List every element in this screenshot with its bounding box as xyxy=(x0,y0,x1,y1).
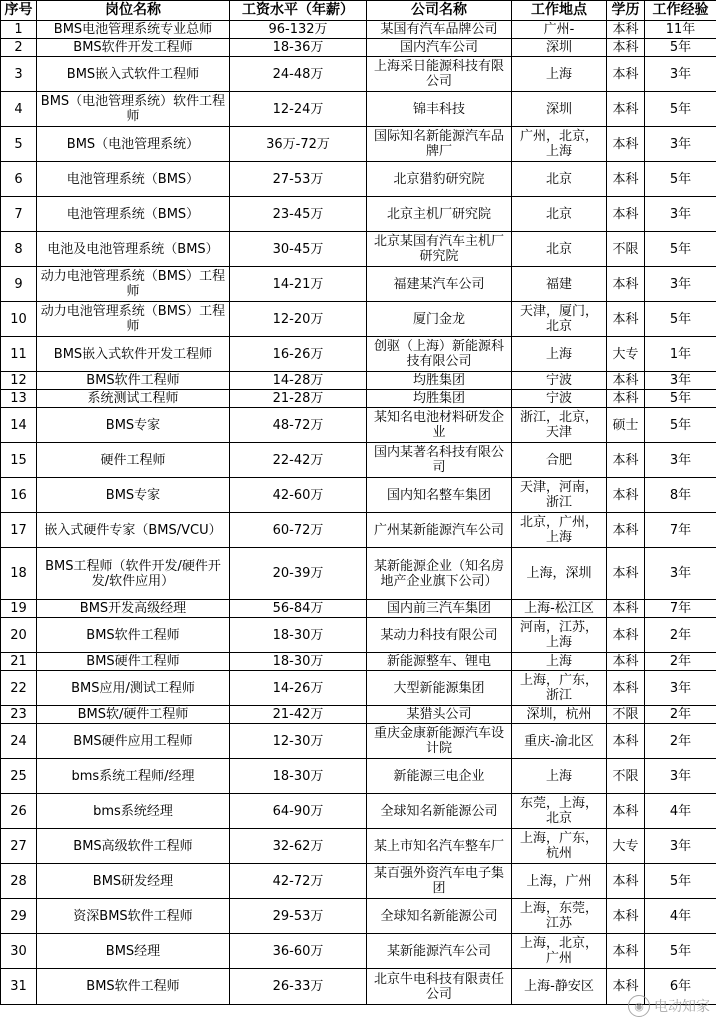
cell-row-number: 18 xyxy=(1,548,37,600)
cell-experience: 7年 xyxy=(645,600,716,618)
cell-job-title: 电池管理系统（BMS） xyxy=(37,197,230,232)
cell-location: 北京 xyxy=(512,197,607,232)
cell-job-title: BMS高级软件工程师 xyxy=(37,829,230,864)
cell-salary: 21-42万 xyxy=(230,706,367,724)
cell-experience: 4年 xyxy=(645,794,716,829)
cell-company: 某新能源汽车公司 xyxy=(367,934,512,969)
cell-education: 本科 xyxy=(607,21,645,39)
cell-row-number: 30 xyxy=(1,934,37,969)
cell-row-number: 20 xyxy=(1,618,37,653)
cell-location: 天津，厦门，北京 xyxy=(512,302,607,337)
cell-row-number: 15 xyxy=(1,443,37,478)
table-row xyxy=(1,934,716,969)
table-row xyxy=(1,39,716,57)
cell-education: 不限 xyxy=(607,706,645,724)
table-row xyxy=(1,829,716,864)
cell-education: 本科 xyxy=(607,724,645,759)
cell-salary: 12-24万 xyxy=(230,92,367,127)
cell-education: 本科 xyxy=(607,513,645,548)
cell-job-title: 动力电池管理系统（BMS）工程师 xyxy=(37,267,230,302)
cell-company: 新能源三电企业 xyxy=(367,759,512,794)
cell-row-number: 4 xyxy=(1,92,37,127)
cell-salary: 12-20万 xyxy=(230,302,367,337)
cell-row-number: 11 xyxy=(1,337,37,372)
cell-experience: 4年 xyxy=(645,899,716,934)
cell-job-title: BMS软件开发工程师 xyxy=(37,39,230,57)
cell-company: 福建某汽车公司 xyxy=(367,267,512,302)
cell-education: 本科 xyxy=(607,671,645,706)
table-row xyxy=(1,408,716,443)
cell-location: 河南，江苏，上海 xyxy=(512,618,607,653)
cell-location: 上海，广东，杭州 xyxy=(512,829,607,864)
cell-location: 上海-静安区 xyxy=(512,969,607,1005)
cell-experience: 8年 xyxy=(645,478,716,513)
cell-row-number: 31 xyxy=(1,969,37,1005)
cell-job-title: 嵌入式硬件专家（BMS/VCU） xyxy=(37,513,230,548)
cell-education: 本科 xyxy=(607,969,645,1005)
cell-company: 北京猎豹研究院 xyxy=(367,162,512,197)
cell-location: 上海-松江区 xyxy=(512,600,607,618)
cell-company: 北京主机厂研究院 xyxy=(367,197,512,232)
cell-location: 东莞，上海，北京 xyxy=(512,794,607,829)
cell-education: 不限 xyxy=(607,232,645,267)
cell-education: 本科 xyxy=(607,934,645,969)
cell-company: 大型新能源集团 xyxy=(367,671,512,706)
watermark-text: 电动知家 xyxy=(654,999,710,1015)
cell-location: 上海，东莞，江苏 xyxy=(512,899,607,934)
table-row xyxy=(1,21,716,39)
cell-job-title: BMS软/硬件工程师 xyxy=(37,706,230,724)
cell-education: 本科 xyxy=(607,390,645,408)
cell-job-title: BMS经理 xyxy=(37,934,230,969)
cell-experience: 3年 xyxy=(645,57,716,92)
cell-salary: 60-72万 xyxy=(230,513,367,548)
header-salary: 工资水平（年薪） xyxy=(230,1,367,21)
cell-row-number: 29 xyxy=(1,899,37,934)
table-row xyxy=(1,372,716,390)
cell-education: 本科 xyxy=(607,899,645,934)
cell-job-title: BMS硬件工程师 xyxy=(37,653,230,671)
cell-company: 国际知名新能源汽车品牌厂 xyxy=(367,127,512,162)
cell-salary: 14-26万 xyxy=(230,671,367,706)
cell-job-title: 电池管理系统（BMS） xyxy=(37,162,230,197)
cell-location: 天津，河南，浙江 xyxy=(512,478,607,513)
cell-job-title: BMS应用/测试工程师 xyxy=(37,671,230,706)
cell-experience: 5年 xyxy=(645,408,716,443)
header-experience: 工作经验 xyxy=(645,1,716,21)
cell-row-number: 28 xyxy=(1,864,37,899)
cell-location: 上海，广州 xyxy=(512,864,607,899)
cell-salary: 18-36万 xyxy=(230,39,367,57)
table-row xyxy=(1,337,716,372)
cell-experience: 5年 xyxy=(645,232,716,267)
cell-location: 宁波 xyxy=(512,390,607,408)
table-row xyxy=(1,390,716,408)
cell-salary: 18-30万 xyxy=(230,759,367,794)
cell-company: 某百强外资汽车电子集团 xyxy=(367,864,512,899)
cell-salary: 32-62万 xyxy=(230,829,367,864)
cell-salary: 18-30万 xyxy=(230,653,367,671)
table-row xyxy=(1,302,716,337)
table-row xyxy=(1,759,716,794)
cell-education: 本科 xyxy=(607,600,645,618)
cell-education: 大专 xyxy=(607,337,645,372)
cell-company: 重庆金康新能源汽车设计院 xyxy=(367,724,512,759)
cell-experience: 2年 xyxy=(645,618,716,653)
watermark xyxy=(628,995,710,1017)
cell-location: 重庆-渝北区 xyxy=(512,724,607,759)
cell-education: 本科 xyxy=(607,794,645,829)
cell-job-title: BMS嵌入式软件开发工程师 xyxy=(37,337,230,372)
cell-location: 深圳，杭州 xyxy=(512,706,607,724)
cell-job-title: bms系统工程师/经理 xyxy=(37,759,230,794)
cell-job-title: BMS工程师（软件开发/硬件开发/软件应用） xyxy=(37,548,230,600)
cell-row-number: 26 xyxy=(1,794,37,829)
cell-education: 本科 xyxy=(607,548,645,600)
cell-salary: 24-48万 xyxy=(230,57,367,92)
cell-salary: 20-39万 xyxy=(230,548,367,600)
cell-row-number: 1 xyxy=(1,21,37,39)
cell-education: 本科 xyxy=(607,653,645,671)
header-job-title: 岗位名称 xyxy=(37,1,230,21)
cell-job-title: BMS专家 xyxy=(37,478,230,513)
cell-company: 上海采日能源科技有限公司 xyxy=(367,57,512,92)
cell-experience: 5年 xyxy=(645,390,716,408)
table-row xyxy=(1,162,716,197)
cell-location: 上海，广东，浙江 xyxy=(512,671,607,706)
header-company: 公司名称 xyxy=(367,1,512,21)
header-row-number: 序号 xyxy=(1,1,37,21)
header-education: 学历 xyxy=(607,1,645,21)
cell-location: 上海 xyxy=(512,337,607,372)
cell-experience: 5年 xyxy=(645,162,716,197)
cell-company: 全球知名新能源公司 xyxy=(367,794,512,829)
table-body xyxy=(1,21,716,1005)
table-row xyxy=(1,548,716,600)
cell-job-title: BMS专家 xyxy=(37,408,230,443)
cell-job-title: BMS（电池管理系统）软件工程师 xyxy=(37,92,230,127)
cell-education: 硕士 xyxy=(607,408,645,443)
cell-row-number: 3 xyxy=(1,57,37,92)
table-row xyxy=(1,267,716,302)
cell-education: 本科 xyxy=(607,197,645,232)
cell-location: 广州- xyxy=(512,21,607,39)
cell-experience: 5年 xyxy=(645,934,716,969)
wechat-logo-icon: ◉ xyxy=(628,995,650,1017)
cell-salary: 42-60万 xyxy=(230,478,367,513)
cell-job-title: BMS开发高级经理 xyxy=(37,600,230,618)
header-location: 工作地点 xyxy=(512,1,607,21)
cell-location: 浙江，北京，天津 xyxy=(512,408,607,443)
cell-experience: 2年 xyxy=(645,706,716,724)
cell-location: 福建 xyxy=(512,267,607,302)
cell-company: 国内前三汽车集团 xyxy=(367,600,512,618)
cell-salary: 36-60万 xyxy=(230,934,367,969)
cell-location: 宁波 xyxy=(512,372,607,390)
cell-experience: 11年 xyxy=(645,21,716,39)
cell-job-title: 硬件工程师 xyxy=(37,443,230,478)
table-row xyxy=(1,600,716,618)
cell-education: 本科 xyxy=(607,92,645,127)
cell-row-number: 13 xyxy=(1,390,37,408)
cell-row-number: 21 xyxy=(1,653,37,671)
table-row xyxy=(1,57,716,92)
cell-education: 本科 xyxy=(607,618,645,653)
cell-experience: 5年 xyxy=(645,302,716,337)
cell-row-number: 6 xyxy=(1,162,37,197)
cell-company: 厦门金龙 xyxy=(367,302,512,337)
cell-salary: 29-53万 xyxy=(230,899,367,934)
table-row xyxy=(1,197,716,232)
cell-salary: 30-45万 xyxy=(230,232,367,267)
cell-location: 上海 xyxy=(512,57,607,92)
table-row xyxy=(1,232,716,267)
cell-job-title: bms系统经理 xyxy=(37,794,230,829)
cell-row-number: 27 xyxy=(1,829,37,864)
cell-job-title: 动力电池管理系统（BMS）工程师 xyxy=(37,302,230,337)
cell-company: 某猎头公司 xyxy=(367,706,512,724)
cell-location: 北京 xyxy=(512,232,607,267)
cell-experience: 3年 xyxy=(645,127,716,162)
cell-experience: 5年 xyxy=(645,92,716,127)
cell-experience: 3年 xyxy=(645,197,716,232)
table-row xyxy=(1,92,716,127)
cell-job-title: BMS软件工程师 xyxy=(37,969,230,1005)
cell-education: 大专 xyxy=(607,829,645,864)
cell-salary: 96-132万 xyxy=(230,21,367,39)
cell-job-title: 电池及电池管理系统（BMS） xyxy=(37,232,230,267)
cell-row-number: 8 xyxy=(1,232,37,267)
cell-experience: 2年 xyxy=(645,653,716,671)
cell-education: 本科 xyxy=(607,162,645,197)
cell-company: 国内汽车公司 xyxy=(367,39,512,57)
cell-education: 本科 xyxy=(607,267,645,302)
cell-education: 本科 xyxy=(607,443,645,478)
cell-location: 合肥 xyxy=(512,443,607,478)
cell-location: 上海 xyxy=(512,653,607,671)
cell-row-number: 24 xyxy=(1,724,37,759)
cell-job-title: BMS嵌入式软件工程师 xyxy=(37,57,230,92)
cell-job-title: BMS研发经理 xyxy=(37,864,230,899)
cell-experience: 3年 xyxy=(645,443,716,478)
cell-salary: 14-21万 xyxy=(230,267,367,302)
cell-experience: 3年 xyxy=(645,759,716,794)
cell-location: 广州，北京，上海 xyxy=(512,127,607,162)
cell-company: 新能源整车、锂电 xyxy=(367,653,512,671)
cell-row-number: 9 xyxy=(1,267,37,302)
cell-row-number: 12 xyxy=(1,372,37,390)
cell-salary: 16-26万 xyxy=(230,337,367,372)
table-row xyxy=(1,618,716,653)
cell-row-number: 10 xyxy=(1,302,37,337)
cell-experience: 3年 xyxy=(645,372,716,390)
cell-row-number: 5 xyxy=(1,127,37,162)
cell-salary: 26-33万 xyxy=(230,969,367,1005)
cell-job-title: 系统测试工程师 xyxy=(37,390,230,408)
cell-education: 本科 xyxy=(607,864,645,899)
cell-company: 某新能源企业（知名房地产企业旗下公司） xyxy=(367,548,512,600)
cell-salary: 21-28万 xyxy=(230,390,367,408)
cell-education: 本科 xyxy=(607,302,645,337)
cell-salary: 56-84万 xyxy=(230,600,367,618)
cell-education: 本科 xyxy=(607,372,645,390)
cell-location: 北京 xyxy=(512,162,607,197)
table-row xyxy=(1,671,716,706)
cell-experience: 3年 xyxy=(645,671,716,706)
cell-company: 广州某新能源汽车公司 xyxy=(367,513,512,548)
cell-company: 均胜集团 xyxy=(367,372,512,390)
table-row xyxy=(1,969,716,1005)
table-row xyxy=(1,653,716,671)
cell-experience: 1年 xyxy=(645,337,716,372)
table-row xyxy=(1,899,716,934)
cell-salary: 23-45万 xyxy=(230,197,367,232)
cell-company: 某动力科技有限公司 xyxy=(367,618,512,653)
cell-company: 北京牛电科技有限责任公司 xyxy=(367,969,512,1005)
cell-job-title: BMS软件工程师 xyxy=(37,372,230,390)
cell-experience: 3年 xyxy=(645,548,716,600)
cell-job-title: BMS电池管理系统专业总师 xyxy=(37,21,230,39)
cell-education: 本科 xyxy=(607,39,645,57)
cell-company: 国内知名整车集团 xyxy=(367,478,512,513)
cell-salary: 14-28万 xyxy=(230,372,367,390)
cell-salary: 36万-72万 xyxy=(230,127,367,162)
cell-row-number: 2 xyxy=(1,39,37,57)
cell-job-title: BMS硬件应用工程师 xyxy=(37,724,230,759)
table-row xyxy=(1,706,716,724)
cell-row-number: 19 xyxy=(1,600,37,618)
cell-location: 深圳 xyxy=(512,39,607,57)
cell-education: 本科 xyxy=(607,57,645,92)
cell-job-title: 资深BMS软件工程师 xyxy=(37,899,230,934)
cell-row-number: 16 xyxy=(1,478,37,513)
cell-location: 上海 xyxy=(512,759,607,794)
table-row xyxy=(1,478,716,513)
header-row xyxy=(1,1,716,21)
table-row xyxy=(1,513,716,548)
cell-education: 不限 xyxy=(607,759,645,794)
table-row xyxy=(1,724,716,759)
cell-experience: 3年 xyxy=(645,829,716,864)
cell-salary: 27-53万 xyxy=(230,162,367,197)
cell-company: 某国有汽车品牌公司 xyxy=(367,21,512,39)
cell-row-number: 22 xyxy=(1,671,37,706)
cell-salary: 18-30万 xyxy=(230,618,367,653)
cell-location: 上海，北京，广州 xyxy=(512,934,607,969)
cell-location: 上海，深圳 xyxy=(512,548,607,600)
cell-company: 创驱（上海）新能源科技有限公司 xyxy=(367,337,512,372)
cell-salary: 12-30万 xyxy=(230,724,367,759)
cell-salary: 22-42万 xyxy=(230,443,367,478)
cell-company: 锦丰科技 xyxy=(367,92,512,127)
cell-experience: 2年 xyxy=(645,724,716,759)
table-row xyxy=(1,794,716,829)
cell-company: 国内某著名科技有限公司 xyxy=(367,443,512,478)
cell-row-number: 7 xyxy=(1,197,37,232)
cell-job-title: BMS（电池管理系统） xyxy=(37,127,230,162)
cell-salary: 48-72万 xyxy=(230,408,367,443)
cell-row-number: 23 xyxy=(1,706,37,724)
cell-salary: 42-72万 xyxy=(230,864,367,899)
cell-row-number: 14 xyxy=(1,408,37,443)
cell-company: 北京某国有汽车主机厂研究院 xyxy=(367,232,512,267)
cell-location: 北京，广州，上海 xyxy=(512,513,607,548)
cell-experience: 5年 xyxy=(645,864,716,899)
cell-education: 本科 xyxy=(607,127,645,162)
cell-company: 某上市知名汽车整车厂 xyxy=(367,829,512,864)
cell-company: 全球知名新能源公司 xyxy=(367,899,512,934)
table-row xyxy=(1,864,716,899)
cell-experience: 3年 xyxy=(645,267,716,302)
cell-job-title: BMS软件工程师 xyxy=(37,618,230,653)
cell-experience: 6年 xyxy=(645,969,716,1005)
cell-experience: 5年 xyxy=(645,39,716,57)
cell-company: 均胜集团 xyxy=(367,390,512,408)
cell-row-number: 17 xyxy=(1,513,37,548)
cell-location: 深圳 xyxy=(512,92,607,127)
cell-experience: 7年 xyxy=(645,513,716,548)
table-row xyxy=(1,127,716,162)
cell-education: 本科 xyxy=(607,478,645,513)
cell-row-number: 25 xyxy=(1,759,37,794)
cell-company: 某知名电池材料研发企业 xyxy=(367,408,512,443)
table-row xyxy=(1,443,716,478)
cell-salary: 64-90万 xyxy=(230,794,367,829)
